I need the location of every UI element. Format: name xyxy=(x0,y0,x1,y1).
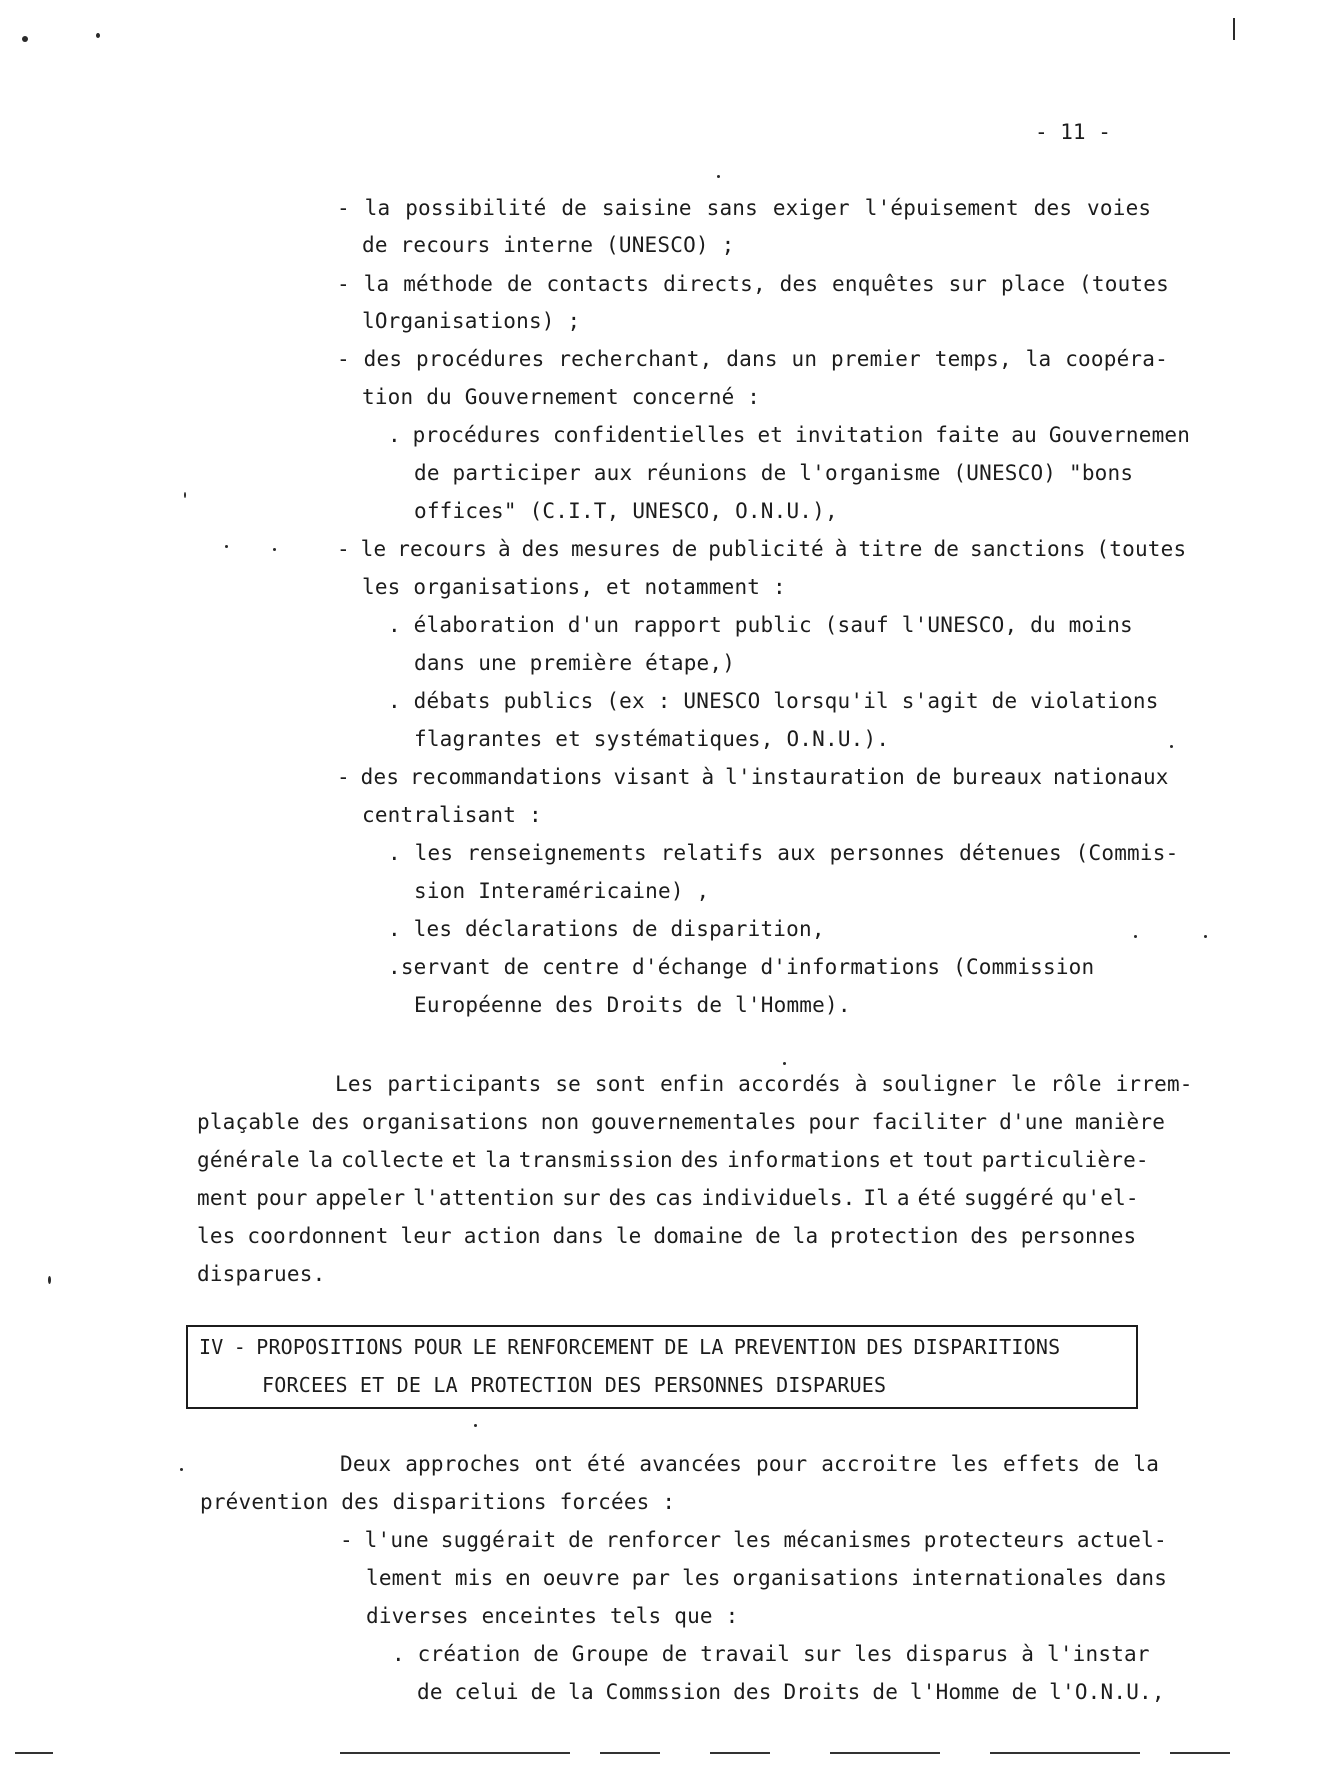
scan-speck xyxy=(48,1276,51,1284)
paragraph-line: prévention des disparitions forcées : xyxy=(200,1490,676,1514)
scan-speck xyxy=(1233,18,1235,40)
list-item-line: les organisations, et notamment : xyxy=(362,575,786,599)
list-item-line: de participer aux réunions de l'organisme (UNESCO) "bons xyxy=(414,461,1134,485)
footer-rule xyxy=(340,1752,570,1754)
list-item-line: . débats publics (ex : UNESCO lorsqu'il s'agit de violations xyxy=(388,689,1159,713)
list-item-line: . création de Groupe de travail sur les disparus à l'instar xyxy=(392,1642,1150,1666)
list-item-line: Européenne des Droits de l'Homme). xyxy=(414,993,851,1017)
list-item-line: lOrganisations) ; xyxy=(362,309,581,333)
list-item-line: - la possibilité de saisine sans exiger l'épuisement des voies xyxy=(337,196,1152,220)
list-item-line: de recours interne (UNESCO) ; xyxy=(362,233,735,257)
paragraph-line: les coordonnent leur action dans le domaine de la protection des personnes xyxy=(197,1224,1137,1248)
list-item-line: diverses enceintes tels que : xyxy=(366,1604,739,1628)
list-item-line: offices" (C.I.T, UNESCO, O.N.U.), xyxy=(414,499,838,523)
list-item-line: . élaboration d'un rapport public (sauf l'UNESCO, du moins xyxy=(388,613,1133,637)
scan-speck xyxy=(96,33,100,38)
scan-speck xyxy=(717,175,720,178)
page-number: - 11 - xyxy=(1035,120,1111,144)
paragraph-line: ment pour appeler l'attention sur des cas individuels. Il a été suggéré qu'el- xyxy=(197,1186,1139,1210)
footer-rule xyxy=(990,1752,1140,1754)
footer-rule xyxy=(1170,1752,1230,1754)
scan-speck xyxy=(225,545,228,548)
scan-speck xyxy=(1134,935,1137,938)
list-item-line: - des procédures recherchant, dans un premier temps, la coopéra- xyxy=(337,347,1168,371)
scan-speck xyxy=(184,492,186,498)
scan-speck xyxy=(180,1468,183,1471)
paragraph-line: Deux approches ont été avancées pour accroitre les effets de la xyxy=(340,1452,1160,1476)
list-item-line: centralisant : xyxy=(362,803,542,827)
paragraph-line: générale la collecte et la transmission des informations et tout particulière- xyxy=(197,1148,1149,1172)
footer-rule xyxy=(15,1752,53,1754)
list-item-line: - l'une suggérait de renforcer les mécanismes protecteurs actuel- xyxy=(340,1528,1167,1552)
list-item-line: sion Interaméricaine) , xyxy=(414,879,710,903)
footer-rule xyxy=(710,1752,770,1754)
list-item-line: - le recours à des mesures de publicité à titre de sanctions (toutes xyxy=(337,537,1187,561)
scan-speck xyxy=(1170,745,1173,748)
paragraph-line: disparues. xyxy=(197,1262,326,1286)
scan-speck xyxy=(1204,935,1207,938)
list-item-line: - la méthode de contacts directs, des enquêtes sur place (toutes xyxy=(337,272,1169,296)
paragraph-line: plaçable des organisations non gouvernementales pour faciliter d'une manière xyxy=(197,1110,1166,1134)
list-item-line: flagrantes et systématiques, O.N.U.). xyxy=(414,727,890,751)
scan-speck xyxy=(783,1062,786,1065)
list-item-line: . les renseignements relatifs aux personnes détenues (Commis- xyxy=(388,841,1179,865)
scan-speck xyxy=(22,36,28,42)
list-item-line: . procédures confidentielles et invitation faite au Gouvernemen xyxy=(388,423,1191,447)
section-heading-line: FORCEES ET DE LA PROTECTION DES PERSONNES DISPARUES xyxy=(262,1373,887,1397)
footer-rule xyxy=(830,1752,940,1754)
list-item-line: dans une première étape,) xyxy=(414,651,736,675)
list-item-line: de celui de la Commssion des Droits de l'Homme de l'O.N.U., xyxy=(417,1680,1165,1704)
scan-speck xyxy=(474,1424,477,1427)
section-heading-line: IV - PROPOSITIONS POUR LE RENFORCEMENT DE LA PREVENTION DES DISPARITIONS xyxy=(199,1335,1061,1359)
footer-rule xyxy=(600,1752,660,1754)
scan-speck xyxy=(273,548,276,551)
list-item-line: lement mis en oeuvre par les organisations internationales dans xyxy=(366,1566,1168,1590)
list-item-line: tion du Gouvernement concerné : xyxy=(362,385,761,409)
list-item-line: - des recommandations visant à l'instauration de bureaux nationaux xyxy=(337,765,1169,789)
list-item-line: . les déclarations de disparition, xyxy=(388,917,825,941)
paragraph-line: Les participants se sont enfin accordés à souligner le rôle irrem- xyxy=(335,1072,1193,1096)
list-item-line: .servant de centre d'échange d'informations (Commission xyxy=(388,955,1095,979)
